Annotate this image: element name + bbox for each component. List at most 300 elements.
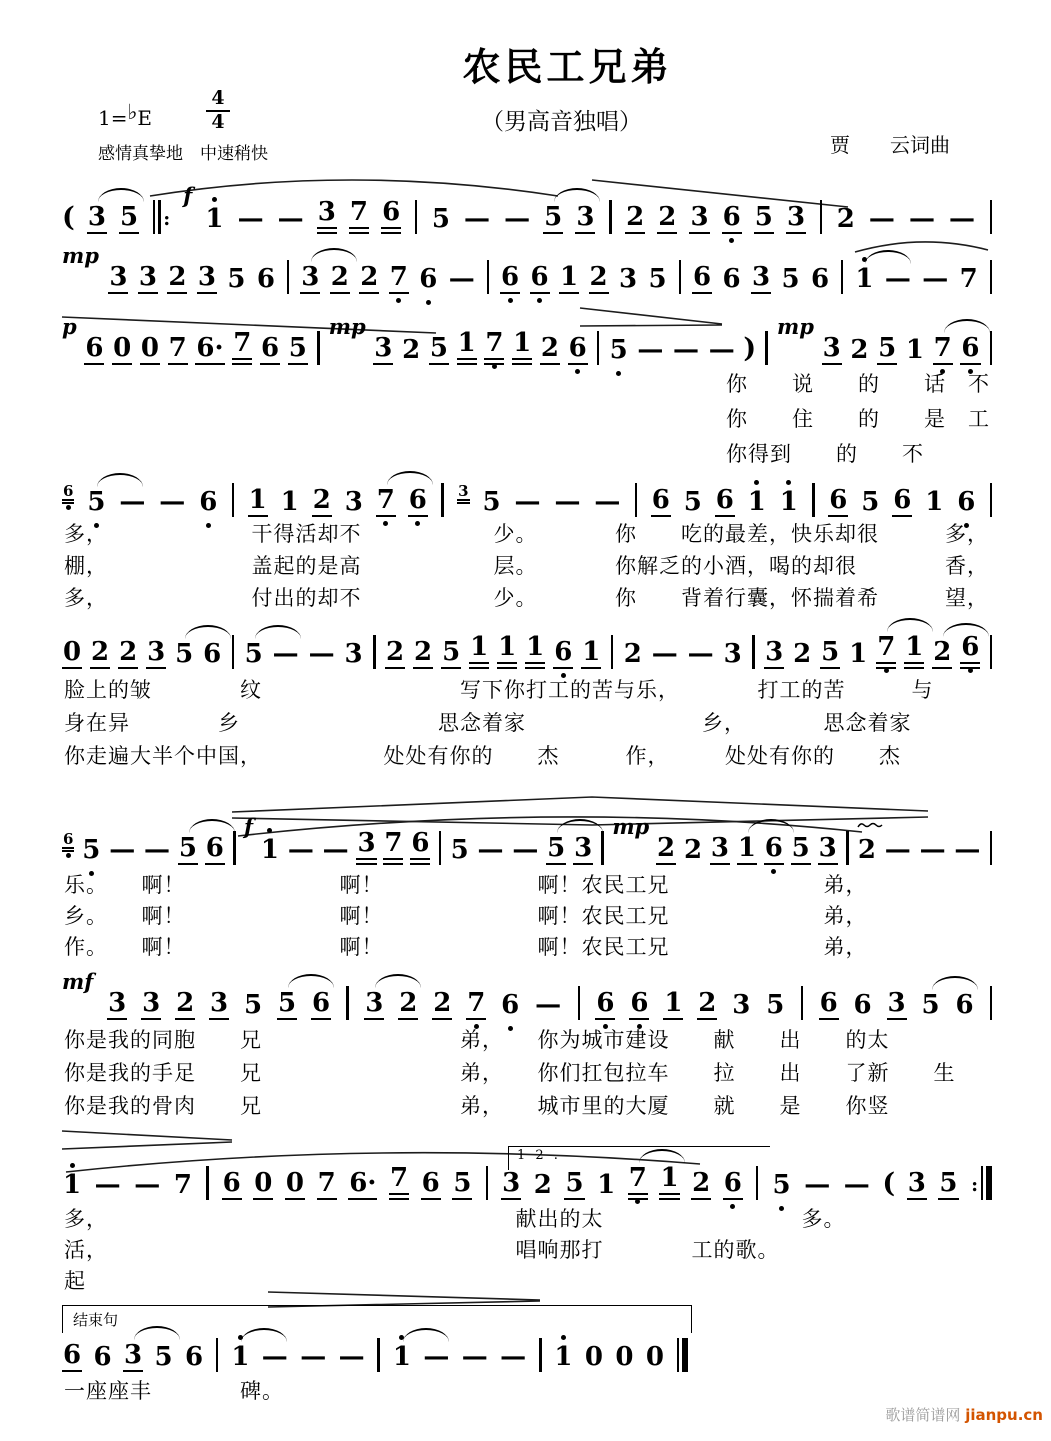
notes-line [62, 969, 994, 1021]
note: 3 [765, 637, 784, 668]
octave-dot-below [537, 298, 542, 303]
dynamic-marking: mf [62, 969, 94, 994]
note: 2 [793, 639, 812, 670]
note: 6 [893, 485, 912, 516]
note: 1 [62, 1171, 82, 1200]
octave-dot-below [968, 668, 973, 673]
lyric-line: 你是我的同胞 兄 弟， 你为城市建设 献 出 的太 [64, 1028, 890, 1052]
note: 6 [311, 988, 331, 1019]
barline [839, 258, 845, 294]
barline [988, 329, 994, 365]
note: 6 [810, 264, 830, 295]
duration-dash: — [94, 1170, 121, 1201]
note: 3 [109, 262, 128, 293]
octave-dot-below [884, 668, 889, 673]
watermark-domain: jianpu.cn [965, 1406, 1043, 1424]
barline [988, 829, 994, 865]
note: 5 [766, 990, 785, 1021]
slur-icon [554, 188, 600, 202]
ending-label: 结束句 [73, 1311, 119, 1329]
duration-dash: — [300, 1342, 327, 1373]
duration-dash: — [134, 1170, 161, 1201]
note: 2 [932, 638, 952, 669]
note: 1 [553, 1343, 573, 1372]
note: 3 [723, 639, 742, 670]
note: 3 [576, 202, 595, 233]
barline [316, 329, 322, 365]
note: 1 [469, 633, 489, 669]
lyric-line: 你是我的骨肉 兄 弟， 城市里的大厦 就 是 你竖 [64, 1094, 890, 1118]
note: 3 [364, 989, 384, 1020]
slur-icon [255, 625, 301, 639]
note: 7 [628, 1164, 648, 1200]
note: 6 [421, 1168, 440, 1199]
slur-icon [311, 248, 357, 262]
note: 1 [737, 834, 757, 865]
octave-dot-above [70, 1163, 75, 1168]
note: 1 [230, 1343, 250, 1372]
tempo-marking: 感情真挚地 中速稍快 [98, 144, 268, 164]
duration-dash: — [308, 639, 335, 670]
octave-dot-below [575, 369, 580, 374]
dynamic-marking: f [244, 814, 254, 839]
note: 6 [553, 638, 573, 669]
rest: 0 [584, 1342, 603, 1373]
lyric-line: 棚， 盖起的是高 层。 你解乏的小酒，喝的却很 香， [64, 554, 989, 578]
note: 6 [408, 486, 428, 517]
barline [576, 984, 582, 1020]
time-denominator: 4 [211, 110, 225, 133]
note: 3 [710, 833, 729, 864]
note: 6 [722, 203, 742, 234]
note: 1 [525, 633, 545, 669]
note: 2 [692, 1168, 711, 1199]
note: 5 [772, 1171, 792, 1200]
song-subtitle: （男高音独唱） [481, 109, 642, 135]
duration-dash: — [868, 204, 895, 235]
duration-dash: — [687, 639, 714, 670]
note: 5 [288, 333, 307, 364]
volta-label: 1 2 . [517, 1148, 561, 1163]
note: 5 [861, 487, 880, 518]
note: 2 [698, 988, 717, 1019]
barline [818, 198, 824, 234]
grace-note: 6 [62, 483, 74, 505]
rest: 0 [254, 1168, 273, 1199]
barline [485, 258, 491, 294]
note: 6 [205, 833, 224, 864]
note: 3 [147, 637, 166, 668]
ending-bracket [62, 1305, 692, 1333]
notes-line [62, 814, 994, 866]
note: 6 [722, 264, 741, 295]
note: 1 [560, 262, 579, 293]
note: 3 [818, 833, 837, 864]
note: 5 [565, 1168, 584, 1199]
slur-icon [932, 976, 978, 990]
note: 2 [540, 333, 559, 364]
note: 1 [747, 488, 767, 517]
octave-dot-below [729, 238, 734, 243]
note: 2 [91, 637, 110, 668]
barline [214, 1336, 220, 1372]
note: 6 [960, 334, 980, 365]
dynamic-marking: mp [62, 243, 99, 268]
mordent-icon [857, 821, 883, 829]
octave-dot-above [267, 828, 272, 833]
duration-dash: — [322, 835, 349, 866]
repeat-dots: : [971, 1174, 979, 1196]
note: 3 [197, 262, 216, 293]
duration-dash: — [535, 990, 562, 1021]
note: 5 [431, 204, 450, 235]
lyric-line: 多， 付出的却不 少。 你 背着行囊，怀揣着希 望， [64, 586, 989, 610]
note: 3 [690, 202, 709, 233]
barline [751, 633, 757, 669]
note: 2 [399, 988, 418, 1019]
note: 1 [854, 265, 874, 294]
dynamic-marking: mp [612, 814, 650, 839]
dynamic-marking: p [62, 314, 77, 339]
note: 5 [244, 990, 263, 1021]
flat-icon: ♭ [127, 100, 138, 124]
note: 6 [418, 265, 438, 294]
barline [633, 481, 639, 517]
duration-dash: — [884, 835, 911, 866]
note: 7 [173, 1170, 192, 1201]
note: 3 [574, 833, 593, 864]
duration-dash: — [119, 487, 146, 518]
note: 3 [732, 990, 751, 1021]
note: 6 [853, 990, 872, 1021]
watermark-site: 歌谱简谱网 [885, 1406, 961, 1424]
octave-dot-below [426, 300, 431, 305]
note: 5 [450, 835, 469, 866]
note: 2 [312, 485, 331, 516]
repeat-end-barline [970, 1164, 994, 1200]
note: 6 [198, 488, 218, 517]
note: 1 [664, 988, 683, 1019]
lyric-line: 脸上的皱 纹 写下你打工的苦与乐， 打工的苦 与 [64, 678, 934, 702]
duration-dash: — [804, 1170, 831, 1201]
parenthesis: ( [62, 201, 75, 233]
parenthesis: ) [743, 332, 757, 364]
note: 1 [659, 1164, 679, 1200]
duration-dash: — [673, 335, 700, 366]
note: 5 [754, 202, 773, 233]
rest: 0 [615, 1342, 634, 1373]
duration-dash: — [464, 204, 491, 235]
note: 3 [502, 1168, 521, 1199]
note: 3 [123, 1341, 143, 1372]
note: 2 [330, 262, 349, 293]
note: 1 [280, 487, 299, 518]
note: 6 [692, 262, 712, 293]
grace-note: 3 [457, 483, 469, 505]
note: 1 [260, 836, 280, 865]
note: 6· [349, 1168, 377, 1199]
slur-icon [748, 819, 794, 833]
key-note: E [137, 106, 152, 130]
note: 5 [227, 264, 246, 295]
barline [345, 984, 351, 1020]
note: 5 [482, 487, 501, 518]
lyric-line: 你 住 的 是 工 [726, 407, 990, 431]
notes-line [62, 183, 994, 235]
dynamic-marking: mp [777, 314, 814, 339]
note: 5 [178, 834, 198, 865]
note: 2 [626, 202, 645, 233]
note: 1 [925, 487, 944, 518]
note: 6 [651, 485, 670, 516]
duration-dash: — [512, 835, 539, 866]
lyric-line: 多， 献出的太 多。 [64, 1207, 846, 1231]
note: 6 [261, 333, 280, 364]
rest: 0 [113, 333, 132, 364]
note: 5 [781, 264, 800, 295]
duration-dash: — [843, 1170, 870, 1201]
note: 2 [683, 835, 703, 866]
duration-dash: — [477, 835, 504, 866]
duration-dash: — [554, 487, 581, 518]
note: 6 [530, 263, 550, 294]
slur-icon [97, 473, 143, 487]
barline [677, 258, 683, 294]
note: 2 [119, 637, 138, 668]
lyric-line: 你是我的手足 兄 弟， 你们扛包拉车 拉 出 了新 生 [64, 1061, 956, 1085]
note: 7 [317, 1168, 336, 1199]
duration-dash: — [109, 835, 136, 866]
note: 6 [93, 1342, 112, 1373]
duration-dash: — [423, 1342, 450, 1373]
barline [538, 1336, 544, 1372]
note: 6 [955, 990, 974, 1021]
note: 3 [822, 333, 841, 364]
slur-icon [887, 618, 933, 632]
octave-dot-above [561, 1335, 566, 1340]
notes-line [62, 243, 994, 295]
note: 1 [905, 335, 924, 366]
note: 6· [196, 333, 224, 364]
notes-line [62, 479, 994, 517]
note: 1 [904, 633, 924, 669]
octave-dot-below [616, 371, 621, 376]
note: 3 [317, 198, 337, 234]
barline [988, 198, 994, 234]
notes-line [62, 1334, 690, 1372]
note: 3 [751, 262, 771, 293]
duration-dash: — [277, 204, 304, 235]
octave-dot-below [396, 298, 401, 303]
note: 3 [108, 988, 127, 1019]
duration-dash: — [922, 264, 949, 295]
dynamic-marking: f [183, 183, 193, 208]
note: 5 [546, 834, 566, 865]
rest: 0 [63, 637, 82, 668]
duration-dash: — [237, 204, 264, 235]
lyric-line: 一座座丰 碑。 [64, 1379, 284, 1403]
note: 3 [210, 988, 229, 1019]
note: 5 [453, 1168, 472, 1199]
note: 3 [374, 333, 393, 364]
duration-dash: — [287, 835, 314, 866]
watermark [885, 1404, 1043, 1425]
duration-dash: — [514, 487, 541, 518]
note: 6 [203, 639, 222, 670]
repeat-dots: : [163, 208, 171, 230]
barline [595, 329, 601, 365]
note: 2 [168, 262, 187, 293]
octave-dot-below [492, 364, 497, 369]
note: 6 [568, 334, 588, 365]
octave-dot-above [754, 480, 759, 485]
note: 7 [349, 198, 369, 234]
rest: 0 [140, 333, 159, 364]
note: 2 [857, 836, 877, 865]
barline [205, 1164, 211, 1200]
composer-credit: 贾 云词曲 [830, 133, 950, 157]
barline [484, 1164, 490, 1200]
lyric-line: 乐。 啊！ 啊！ 啊！农民工兄 弟， [64, 873, 868, 897]
note: 6 [256, 264, 275, 295]
barline [372, 633, 378, 669]
grace-note: 6 [62, 831, 74, 853]
note: 1 [497, 633, 517, 669]
note: 6 [500, 991, 520, 1020]
barline [230, 481, 236, 517]
note: 6 [829, 485, 848, 516]
note: 6 [956, 488, 976, 517]
note: 2 [533, 1170, 552, 1201]
note: 6 [500, 263, 520, 294]
key-prefix: 1= [98, 106, 128, 130]
duration-dash: — [159, 487, 186, 518]
lyric-line: 多， 干得活却不 少。 你 吃的最差，快乐却很 多， [64, 522, 989, 546]
barline [440, 481, 446, 517]
note: 3 [887, 988, 906, 1019]
note: 5 [543, 203, 563, 234]
note: 3 [344, 487, 363, 518]
note: 3 [142, 988, 161, 1019]
note: 6 [85, 333, 104, 364]
note: 5 [648, 264, 667, 295]
rest: 0 [645, 1342, 664, 1373]
note: 5 [878, 333, 897, 364]
note: 5 [174, 640, 194, 669]
barline [600, 829, 606, 865]
duration-dash: — [338, 1342, 365, 1373]
slur-icon [387, 471, 433, 485]
duration-dash: — [637, 335, 664, 366]
duration-dash: — [908, 204, 935, 235]
note: 5 [277, 989, 297, 1020]
note: 3 [619, 264, 638, 295]
octave-dot-above [212, 197, 217, 202]
duration-dash: — [954, 835, 981, 866]
duration-dash: — [504, 204, 531, 235]
note: 7 [876, 633, 896, 669]
note: 5 [683, 487, 702, 518]
barline [988, 258, 994, 294]
note: 3 [786, 202, 806, 233]
duration-dash: — [500, 1342, 527, 1373]
note: 2 [623, 639, 642, 670]
note: 6 [410, 829, 430, 865]
note: 5 [939, 1168, 958, 1199]
slur-icon [98, 188, 144, 202]
note: 7 [383, 829, 403, 865]
note: 5 [81, 836, 101, 865]
note: 1 [597, 1170, 616, 1201]
note: 2 [402, 335, 421, 366]
note: 7 [933, 334, 953, 365]
note: 5 [442, 637, 461, 668]
duration-dash: — [651, 639, 678, 670]
barline [608, 198, 614, 234]
repeat-start-barline [151, 198, 171, 234]
lyric-line: 身在异 乡 思念着家 乡， 思念着家 [64, 711, 912, 735]
note: 6 [63, 1340, 82, 1371]
barline [609, 633, 615, 669]
duration-dash: — [949, 204, 976, 235]
note: 7 [168, 333, 187, 364]
note: 2 [589, 262, 608, 293]
note: 3 [300, 263, 320, 294]
lyric-line: 乡。 啊！ 啊！ 啊！农民工兄 弟， [64, 904, 868, 928]
octave-dot-below [66, 505, 71, 510]
slur-icon [288, 974, 334, 988]
barline [376, 1336, 382, 1372]
note: 6 [715, 485, 734, 516]
note: 1 [204, 205, 224, 234]
octave-dot-below [66, 853, 71, 858]
duration-dash: — [708, 335, 735, 366]
slur-icon [189, 819, 235, 833]
duration-dash: — [261, 1342, 288, 1373]
duration-dash: — [144, 835, 171, 866]
barline [413, 198, 419, 234]
slur-icon [944, 319, 990, 333]
note: 1 [849, 639, 868, 670]
lyric-line: 你 说 的 话 不 [726, 372, 990, 396]
note: 5 [86, 488, 106, 517]
slur-icon [557, 819, 603, 833]
barline [799, 984, 805, 1020]
note: 1 [457, 329, 477, 365]
barline [437, 829, 443, 865]
note: 5 [609, 336, 629, 365]
parenthesis: ( [882, 1167, 896, 1199]
note: 3 [138, 262, 157, 293]
final-barline [675, 1336, 690, 1372]
octave-dot-above [786, 480, 791, 485]
note: 2 [850, 335, 869, 366]
note: 1 [512, 329, 532, 365]
note: 7 [376, 486, 396, 517]
barline [764, 329, 770, 365]
note: 5 [821, 637, 840, 668]
note: 7 [389, 263, 409, 294]
lyric-line: 你得到 的 不 [726, 442, 924, 466]
note: 3 [907, 1168, 926, 1199]
rest: 0 [285, 1168, 305, 1199]
lyric-line: 你走遍大半个中国， 处处有你的 杰 作， 处处有你的 杰 [64, 744, 901, 768]
note: 7 [959, 264, 978, 295]
note: 2 [658, 202, 677, 233]
notes-line [62, 314, 994, 366]
note: 5 [429, 333, 448, 364]
note: 1 [392, 1343, 412, 1372]
